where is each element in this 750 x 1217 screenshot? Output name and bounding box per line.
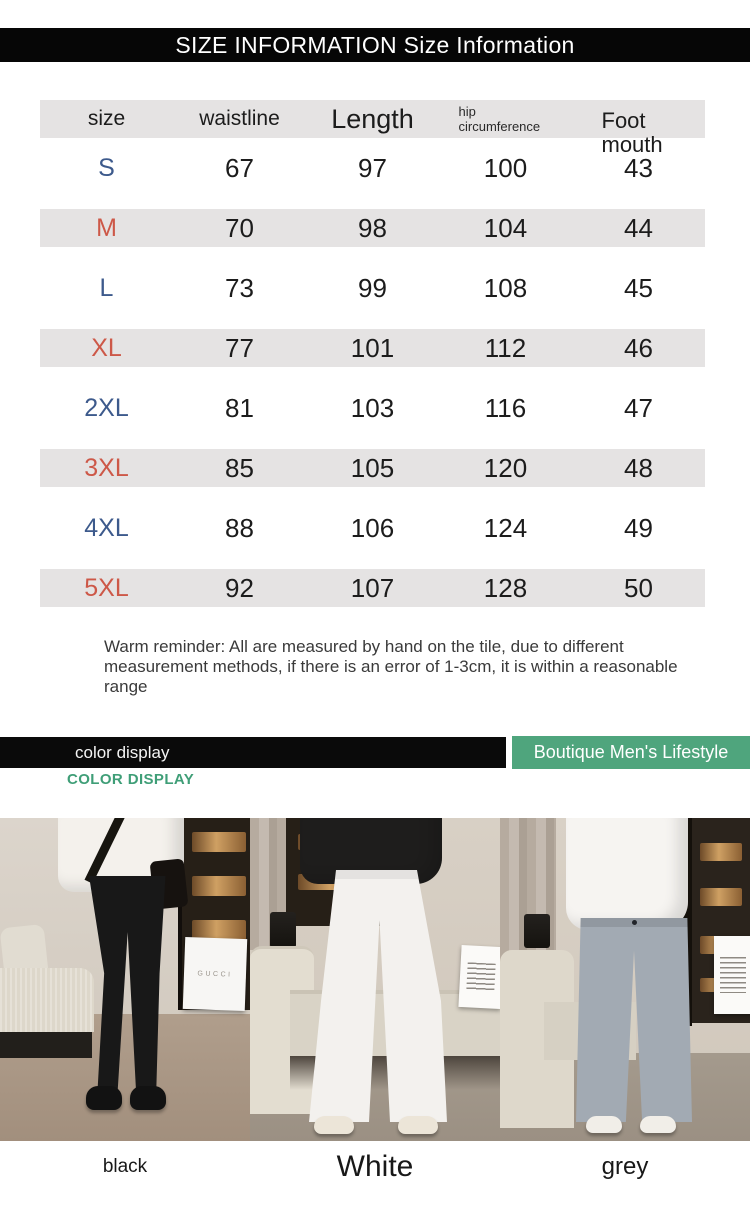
- waistline-cell: 92: [225, 572, 254, 603]
- table-row-l: [40, 258, 705, 318]
- foot-cell: 49: [624, 512, 653, 543]
- photo-label-row: [0, 1143, 750, 1191]
- photo-black-pants: [0, 818, 250, 1141]
- length-cell: 107: [350, 572, 395, 603]
- hip-cell: 100: [483, 152, 528, 183]
- shoe-left: [586, 1116, 622, 1133]
- size-table-header: [40, 100, 705, 157]
- foot-cell: 45: [624, 272, 653, 303]
- length-cell: 105: [350, 452, 395, 483]
- size-info-title: SIZE INFORMATION Size Information: [175, 31, 575, 58]
- foot-cell: 43: [624, 152, 653, 183]
- label-grey: grey: [601, 1153, 649, 1180]
- waistline-cell: 88: [225, 512, 254, 543]
- shoe-right: [130, 1086, 166, 1110]
- table-row-xl: [40, 318, 705, 378]
- hip-cell: 124: [483, 512, 528, 543]
- color-display-subtitle: COLOR DISPLAY: [67, 771, 195, 788]
- shoe-left: [314, 1116, 354, 1134]
- column-header-length: Length: [331, 103, 414, 134]
- warm-reminder-note: Warm reminder: All are measured by hand on the tile, due to different measurement methods, if there is an error of 1-3cm, it is within a reasonable range: [104, 637, 678, 696]
- poster-card-decor: [714, 936, 750, 1014]
- size-cell: M: [96, 213, 117, 242]
- column-header-size: size: [87, 107, 126, 130]
- shoe-left: [86, 1086, 122, 1110]
- foot-cell: 44: [624, 212, 653, 243]
- photo-grey-pants: [500, 818, 750, 1141]
- sofa-arm-decor: [0, 968, 94, 1032]
- cup-decor: [524, 914, 550, 948]
- length-cell: 99: [358, 272, 387, 303]
- cup-decor: [270, 912, 296, 948]
- column-header-waistline: waistline: [199, 107, 280, 130]
- hip-cell: 120: [483, 452, 528, 483]
- size-cell: 4XL: [84, 513, 129, 542]
- size-table: [40, 100, 705, 618]
- length-cell: 98: [358, 212, 387, 243]
- foot-cell: 48: [624, 452, 653, 483]
- foot-cell: 50: [624, 572, 653, 603]
- boutique-green-bar-label: Boutique Men's Lifestyle: [533, 742, 729, 762]
- length-cell: 103: [350, 392, 395, 423]
- hip-cell: 128: [483, 572, 528, 603]
- size-cell: XL: [91, 333, 122, 362]
- shoe-right: [640, 1116, 676, 1133]
- hip-cell: 108: [483, 272, 528, 303]
- length-cell: 101: [350, 332, 395, 363]
- column-header-foot: Foot mouth: [601, 108, 663, 157]
- color-display-black-bar-label: color display: [75, 742, 170, 762]
- size-cell: 5XL: [84, 573, 129, 602]
- length-cell: 97: [358, 152, 387, 183]
- waistline-cell: 81: [225, 392, 254, 423]
- hip-cell: 104: [483, 212, 528, 243]
- size-cell: 3XL: [84, 453, 129, 482]
- label-black: black: [102, 1156, 148, 1177]
- table-row-4xl: [40, 498, 705, 558]
- color-display-black-bar: [0, 737, 506, 768]
- size-cell: S: [98, 153, 115, 182]
- label-white: White: [336, 1150, 414, 1183]
- waistline-cell: 70: [225, 212, 254, 243]
- hip-cell: 112: [484, 332, 527, 363]
- waistline-cell: 67: [225, 152, 254, 183]
- length-cell: 106: [350, 512, 395, 543]
- poster-text-lines: [720, 957, 746, 993]
- waistline-cell: 73: [225, 272, 254, 303]
- foot-cell: 47: [624, 392, 653, 423]
- foot-cell: 46: [624, 332, 653, 363]
- model-shirt-white: [566, 818, 688, 930]
- waistline-cell: 85: [225, 452, 254, 483]
- table-row-2xl: [40, 378, 705, 438]
- waistline-cell: 77: [225, 332, 254, 363]
- poster-text-lines: [466, 962, 496, 992]
- hip-cell: 116: [484, 392, 527, 423]
- column-header-hip: hip circumference: [458, 104, 541, 134]
- photo-white-pants: [250, 818, 500, 1141]
- boutique-green-bar: [512, 736, 750, 769]
- table-row-m: [40, 198, 705, 258]
- size-cell: 2XL: [84, 393, 129, 422]
- color-photo-strip: [0, 818, 750, 1141]
- shoe-right: [398, 1116, 438, 1134]
- table-row-5xl: [40, 558, 705, 618]
- poster-card-decor: [458, 945, 500, 1009]
- gucci-shopping-bag: GUCCI: [183, 937, 247, 1011]
- size-cell: L: [99, 273, 114, 302]
- table-row-3xl: [40, 438, 705, 498]
- skirting-decor: [0, 1032, 92, 1058]
- size-info-title-bar: [0, 28, 750, 62]
